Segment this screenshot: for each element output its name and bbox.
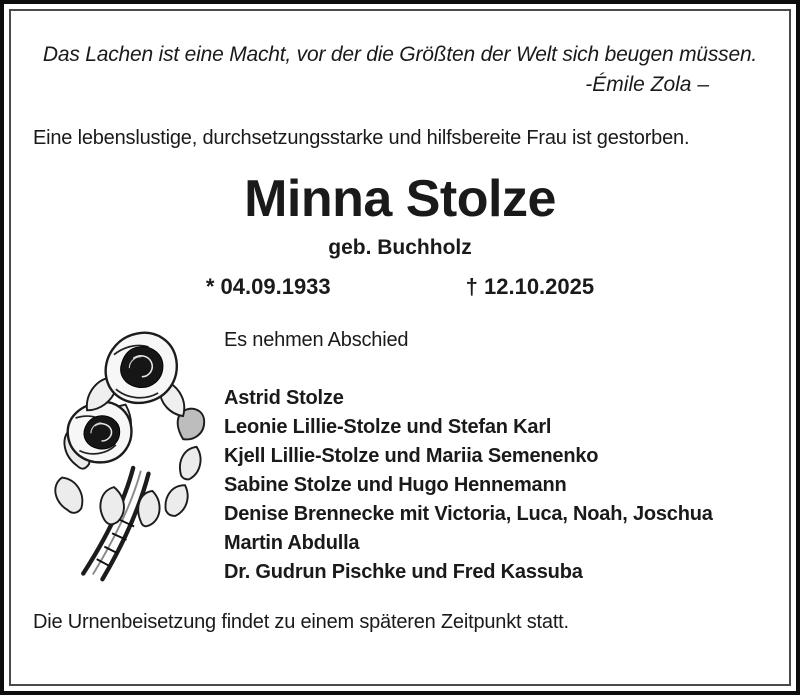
closing-text: Die Urnenbeisetzung findet zu einem späteren Zeitpunkt statt. (33, 611, 569, 633)
farewell-section (224, 317, 767, 587)
death-date: † 12.10.2025 (465, 274, 595, 299)
mourner-line: Denise Brennecke mit Victoria, Luca, Noah, Joschua (224, 503, 713, 525)
quote-text: Das Lachen ist eine Macht, vor der die Größten der Welt sich beugen müssen. (42, 43, 758, 66)
body-row (33, 317, 767, 587)
maiden-name: geb. Buchholz (328, 236, 472, 259)
obituary-frame-inner (9, 9, 791, 686)
obituary-content (11, 41, 789, 686)
mourners-list (224, 384, 767, 587)
deceased-name: Minna Stolze (244, 170, 556, 228)
mourner-line: Dr. Gudrun Pischke und Fred Kassuba (224, 561, 583, 583)
quote-attribution: -Émile Zola – (585, 73, 709, 96)
intro-text: Eine lebenslustige, durchsetzungsstarke und hilfsbereite Frau ist gestorben. (33, 127, 690, 149)
mourner-line: Sabine Stolze und Hugo Hennemann (224, 474, 567, 496)
dates-row (33, 273, 767, 301)
mourner-line: Leonie Lillie-Stolze und Stefan Karl (224, 416, 552, 438)
rose-illustration (33, 317, 224, 587)
mourner-line: Astrid Stolze (224, 387, 344, 409)
mourner-line: Martin Abdulla (224, 532, 360, 554)
farewell-heading: Es nehmen Abschied (224, 329, 409, 351)
birth-date: * 04.09.1933 (205, 274, 331, 299)
rose-sketch-icon (41, 321, 209, 587)
mourner-line: Kjell Lillie-Stolze und Mariia Semenenko (224, 445, 599, 467)
